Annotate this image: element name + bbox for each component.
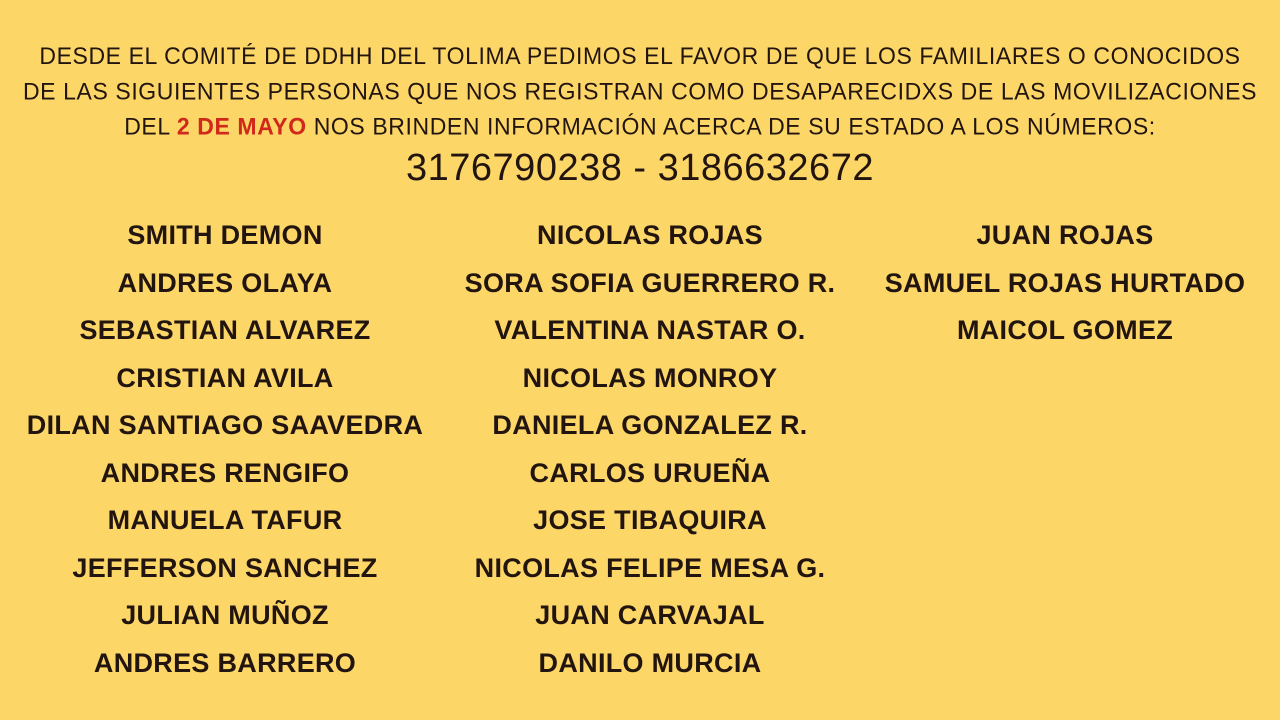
header-line-3-prefix: DEL bbox=[124, 112, 177, 140]
contact-phone-numbers: 3176790238 - 3186632672 bbox=[406, 147, 874, 189]
person-name: DILAN SANTIAGO SAAVEDRA bbox=[26, 410, 424, 440]
person-name: JUAN CARVAJAL bbox=[535, 600, 765, 630]
date-highlight: 2 DE MAYO bbox=[176, 112, 307, 140]
person-name: SAMUEL ROJAS HURTADO bbox=[884, 267, 1246, 298]
person-name: MANUELA TAFUR bbox=[107, 505, 343, 535]
person-name: DANILO MURCIA bbox=[538, 647, 762, 678]
person-name: SEBASTIAN ALVAREZ bbox=[79, 315, 371, 345]
person-name: ANDRES RENGIFO bbox=[100, 457, 350, 488]
person-name: CARLOS URUEÑA bbox=[529, 457, 771, 488]
person-name: JEFFERSON SANCHEZ bbox=[72, 552, 378, 583]
missing-persons-list bbox=[0, 212, 1280, 687]
announcement-header bbox=[0, 38, 1280, 144]
names-column-1 bbox=[0, 212, 450, 687]
person-name: ANDRES BARRERO bbox=[93, 647, 357, 678]
person-name: SMITH DEMON bbox=[127, 220, 323, 250]
person-name: VALENTINA NASTAR O. bbox=[494, 315, 806, 345]
header-line-2: DE LAS SIGUIENTES PERSONAS QUE NOS REGISTRAN COMO DESAPARECIDXS DE LAS MOVILIZACIONES bbox=[22, 77, 1258, 105]
header-line-3-suffix: NOS BRINDEN INFORMACIÓN ACERCA DE SU ESTADO A LOS NÚMEROS: bbox=[306, 112, 1156, 140]
person-name: JULIAN MUÑOZ bbox=[121, 600, 329, 630]
person-name: CRISTIAN AVILA bbox=[116, 362, 334, 393]
person-name: NICOLAS FELIPE MESA G. bbox=[474, 552, 826, 583]
header-line-3 bbox=[0, 109, 1280, 144]
names-column-2 bbox=[450, 212, 850, 687]
person-name: DANIELA GONZALEZ R. bbox=[492, 410, 808, 440]
person-name: NICOLAS MONROY bbox=[522, 362, 778, 393]
person-name: SORA SOFIA GUERRERO R. bbox=[464, 267, 836, 298]
names-column-3 bbox=[850, 212, 1280, 687]
header-line-1: DESDE EL COMITÉ DE DDHH DEL TOLIMA PEDIMOS EL FAVOR DE QUE LOS FAMILIARES O CONOCIDOS bbox=[39, 42, 1241, 70]
person-name: NICOLAS ROJAS bbox=[537, 220, 763, 250]
person-name: MAICOL GOMEZ bbox=[956, 315, 1174, 345]
person-name: JUAN ROJAS bbox=[976, 220, 1154, 250]
person-name: ANDRES OLAYA bbox=[117, 267, 333, 298]
person-name: JOSE TIBAQUIRA bbox=[533, 505, 767, 535]
